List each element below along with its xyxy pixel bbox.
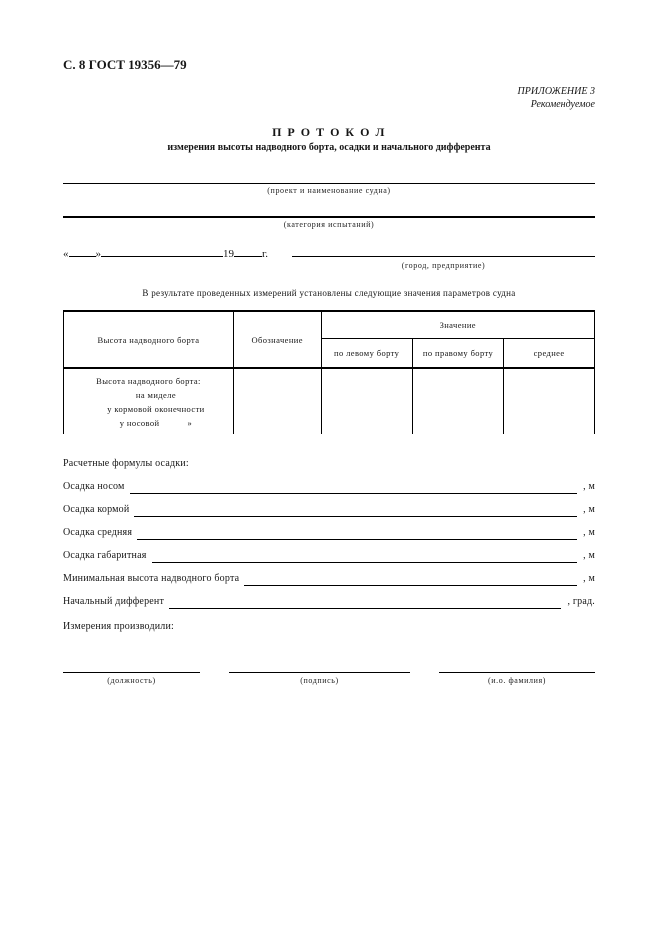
year-fill-line: [234, 244, 262, 257]
empty-cell-starboard: [412, 368, 503, 434]
row-item-stern: у кормовой оконечности: [107, 403, 205, 414]
field-draft-mean: [63, 526, 595, 540]
fill-line: [244, 572, 577, 586]
signature-fill-line: [439, 672, 595, 673]
test-category-caption: (категория испытаний): [283, 220, 375, 229]
city-enterprise-field: [292, 244, 595, 273]
field-unit: , м: [583, 573, 595, 584]
column-header-port-side: по левому борту: [321, 339, 412, 369]
table-row: [64, 368, 595, 434]
column-header-freeboard: Высота надводного борта: [64, 311, 234, 368]
measurements-table: [63, 310, 595, 434]
annex-block: [63, 85, 595, 111]
fill-line: [152, 549, 578, 563]
field-unit: , м: [583, 504, 595, 515]
field-unit: , м: [583, 527, 595, 538]
signature-fill-line: [229, 672, 410, 673]
city-caption: (город, предприятие): [401, 261, 486, 270]
field-draft-overall: [63, 549, 595, 563]
fill-line: [137, 526, 577, 540]
signature-caption: (подпись): [300, 676, 339, 685]
field-initial-trim: [63, 595, 595, 609]
performed-by-heading: Измерения производили:: [63, 621, 175, 632]
field-label: Осадка кормой: [63, 504, 130, 515]
fill-line: [169, 595, 561, 609]
signature-caption: (должность): [107, 676, 156, 685]
column-header-designation: Обозначение: [233, 311, 321, 368]
close-quote: »: [95, 248, 101, 260]
signature-caption: (и.о. фамилия): [487, 676, 547, 685]
signature-position: [63, 672, 200, 685]
test-category-field: [63, 216, 595, 229]
column-header-starboard-side: по правому борту: [412, 339, 503, 369]
intro-paragraph: В результате проведенных измерений установлены следующие значения параметров судна: [142, 288, 516, 298]
vessel-name-fill-line: [63, 183, 595, 184]
row-item-bow: у носовой »: [119, 417, 193, 428]
field-unit: , м: [583, 550, 595, 561]
signature-fill-line: [63, 672, 200, 673]
document-title: П Р О Т О К О Л: [272, 125, 386, 139]
page-header: С. 8 ГОСТ 19356—79: [63, 57, 187, 72]
city-fill-line: [292, 244, 595, 257]
vessel-name-field: [63, 183, 595, 195]
empty-cell-port: [321, 368, 412, 434]
year-prefix: 19: [223, 248, 234, 260]
field-draft-stern: [63, 503, 595, 517]
field-label: Осадка носом: [63, 481, 125, 492]
annex-subtitle: Рекомендуемое: [530, 99, 595, 110]
field-label: Осадка средняя: [63, 527, 133, 538]
fill-line: [134, 503, 577, 517]
test-category-fill-line: [63, 216, 595, 218]
annex-title: ПРИЛОЖЕНИЕ 3: [517, 86, 595, 97]
table-header-row: [64, 311, 595, 339]
day-fill-line: [69, 244, 96, 257]
fill-line: [130, 480, 578, 494]
field-unit: , м: [583, 481, 595, 492]
field-unit: , град.: [567, 596, 595, 607]
field-min-freeboard: [63, 572, 595, 586]
column-header-average: среднее: [504, 339, 595, 369]
column-header-value-group: Значение: [321, 311, 594, 339]
row-title: Высота надводного борта:: [96, 375, 201, 386]
document-subtitle: измерения высоты надводного борта, осадки и начального дифферента: [167, 142, 491, 153]
field-draft-bow: [63, 480, 595, 494]
date-field: [63, 244, 268, 273]
formulas-heading: Расчетные формулы осадки:: [63, 458, 189, 469]
year-suffix: г.: [262, 248, 269, 260]
row-item-midship: на миделе: [135, 389, 176, 400]
month-fill-line: [101, 244, 223, 257]
signature-name: [439, 672, 595, 685]
freeboard-row-label-cell: [64, 368, 234, 434]
signature-row: [63, 672, 595, 685]
open-quote: «: [63, 248, 69, 260]
signature-signature: [229, 672, 410, 685]
field-label: Начальный дифферент: [63, 596, 165, 607]
field-label: Осадка габаритная: [63, 550, 147, 561]
ditto-mark: »: [187, 417, 193, 428]
date-and-place-row: [63, 244, 595, 273]
empty-cell-average: [504, 368, 595, 434]
field-label: Минимальная высота надводного борта: [63, 573, 240, 584]
vessel-name-caption: (проект и наименование судна): [267, 186, 391, 195]
empty-cell-designation: [233, 368, 321, 434]
